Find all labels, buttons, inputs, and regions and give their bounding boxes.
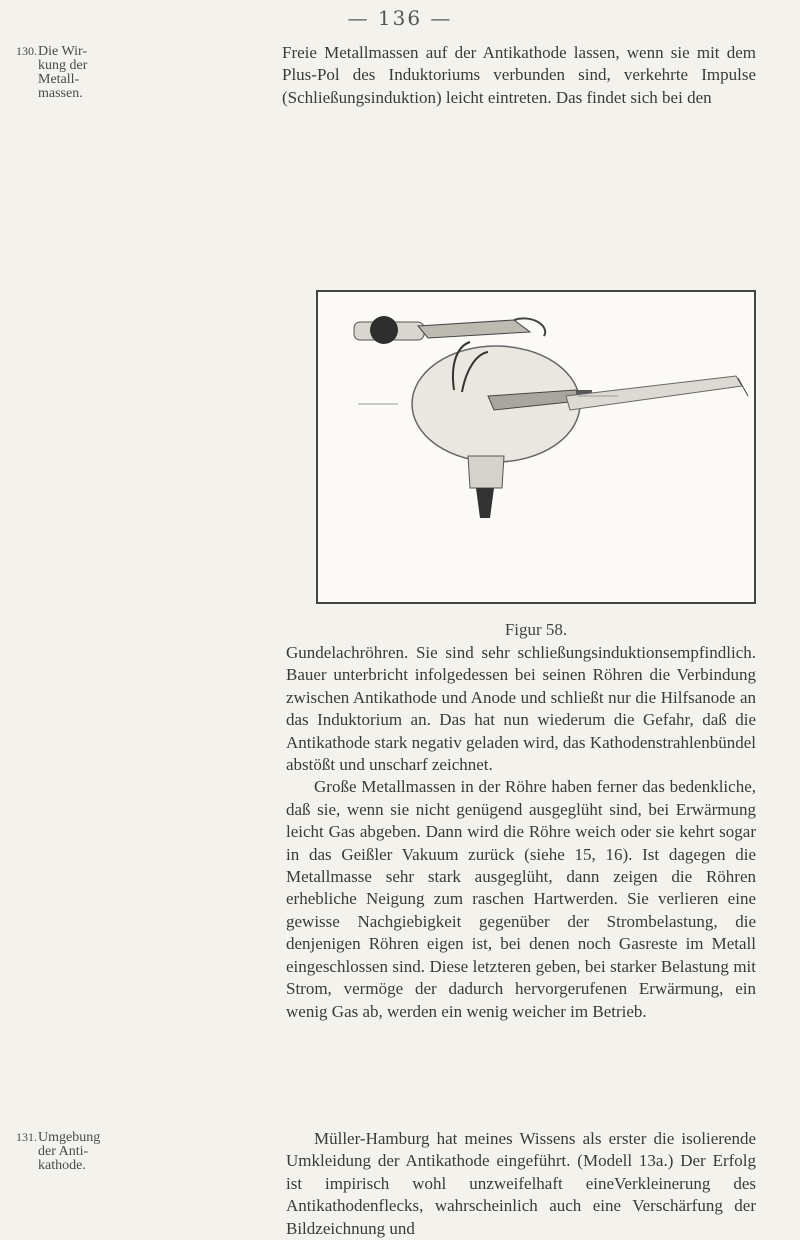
- margin-note-131: [16, 1130, 100, 1173]
- margin-note-line: kung der: [38, 58, 88, 73]
- margin-note-line: Metall-: [38, 72, 80, 87]
- figure-frame: [316, 290, 756, 604]
- paragraph-1: Freie Metallmassen auf der Antikathode lassen, wenn sie mit dem Plus-Pol des Induktoriums verbunden sind, verkehrte Impulse (Schließungsinduktion) leicht eintreten. Das findet sich bei den: [282, 43, 756, 107]
- margin-note-line: kathode.: [38, 1158, 86, 1173]
- paragraph-2: Gundelachröhren. Sie sind sehr schließungsinduktionsempfindlich. Bauer unterbricht infolgedessen bei seinen Röhren die Verbindung zwischen Antikathode und Anode und schließt nur die Hilfsanode an das Induktorium an. Das hat nun wiederum die Gefahr, daß die Antikathode stark negativ geladen wird, das Kathodenstrahlenbündel abstößt und unscharf zeichnet.: [286, 643, 756, 775]
- xray-tube-illustration: [318, 292, 754, 602]
- page-number: — 136 —: [347, 6, 453, 30]
- paragraph-3: Große Metallmassen in der Röhre haben ferner das bedenkliche, daß sie, wenn sie nicht genügend ausgeglüht sind, bei Erwärmung leicht Gas abgeben. Dann wird die Röhre weich oder sie kehrt sogar in das Geißler Vakuum zurück (siehe 15, 16). Ist dagegen die Metallmasse sehr stark ausgeglüht, dann zeigen die Röhren erhebliche Neigung zum raschen Hartwerden. Sie verlieren eine gewisse Nachgiebigkeit gegenüber der Strombelastung, die denjenigen Röhren eigen ist, bei denen noch Gasreste im Metall eingeschlossen sind. Diese letzteren geben, bei starker Belastung mit Strom, vermöge der dadurch hervorgerufenen Erwärmung, ein wenig Gas ab, werden ein wenig weicher im Betrieb.: [286, 777, 756, 1021]
- margin-note-line: der Anti-: [38, 1144, 89, 1159]
- margin-note-line: 131.Umgebung: [16, 1130, 101, 1145]
- section-number: 130.: [16, 44, 37, 58]
- text-block-main: [286, 642, 756, 1023]
- margin-note-line: massen.: [38, 86, 83, 101]
- paragraph-4: Müller-Hamburg hat meines Wissens als erster die isolierende Umkleidung der Antikathode eingeführt. (Modell 13a.) Der Erfolg ist impirisch wohl unzweifelhaft eineVerkleinerung des Antikathodenflecks, wahrscheinlich auch eine Verschärfung der Bildzeichnung und: [286, 1129, 756, 1238]
- margin-note-line: 130.Die Wir-: [16, 44, 88, 59]
- section-number: 131.: [16, 1130, 37, 1144]
- figure-caption: Figur 58.: [504, 620, 568, 639]
- text-block-top: [36, 42, 756, 109]
- text-block-section-131: [286, 1128, 756, 1240]
